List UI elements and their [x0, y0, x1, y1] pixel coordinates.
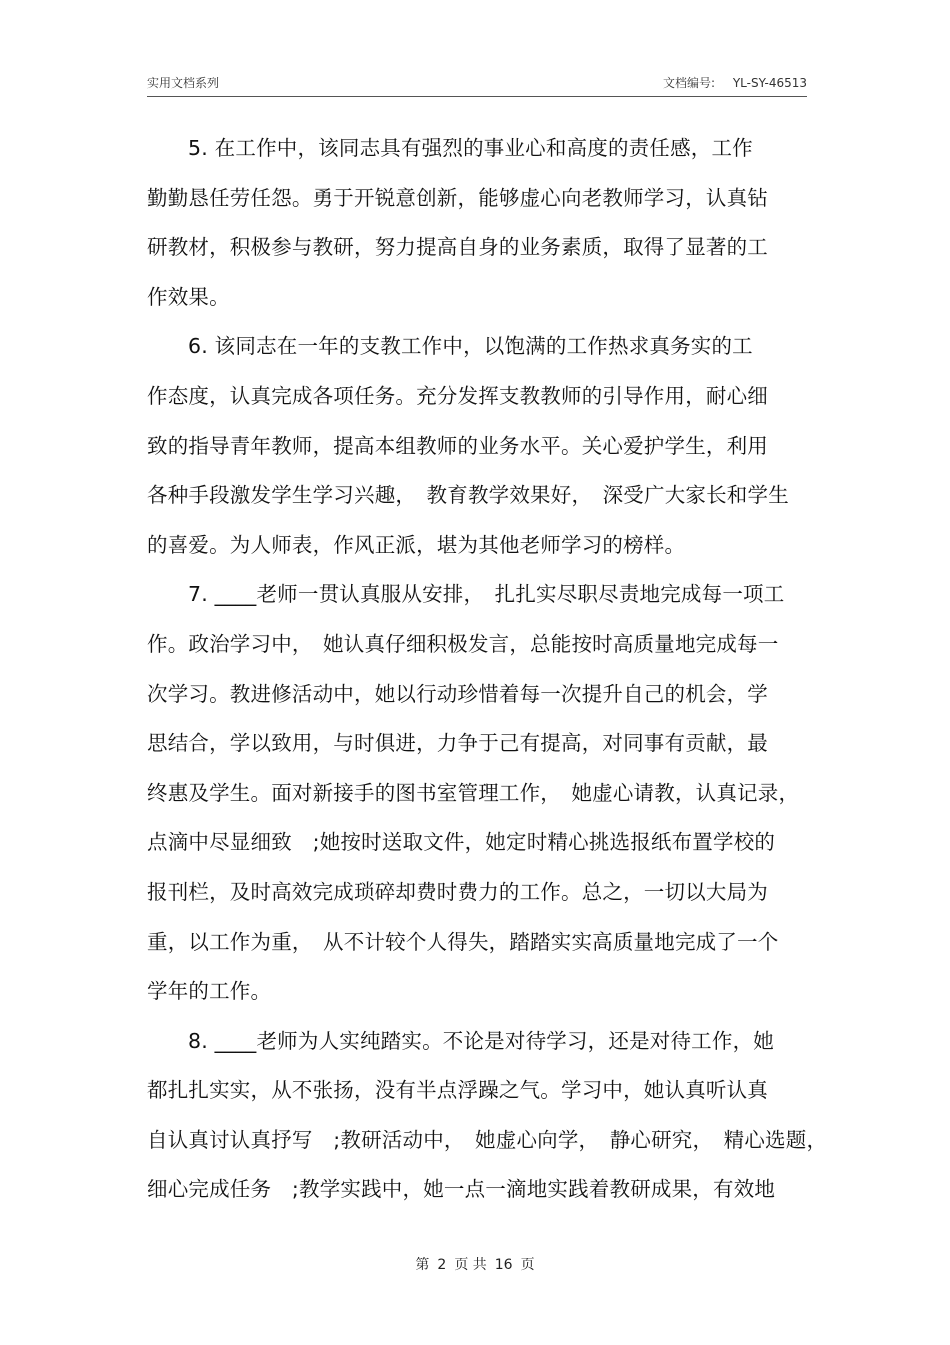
page-header [147, 74, 807, 96]
total-pages: 16 [494, 1257, 513, 1273]
text-line: 研教材，积极参与教研，努力提高自身的业务素质，取得了显著的工 [147, 235, 768, 260]
text-line: 7. ____老师一贯认真服从安排， 扎扎实尽职尽责地完成每一项工 [188, 582, 785, 607]
text-line: 终惠及学生。面对新接手的图书室管理工作， 她虚心请教，认真记录， [147, 780, 800, 805]
text-line: 作。政治学习中， 她认真仔细积极发言，总能按时高质量地完成每一 [147, 631, 779, 656]
footer-prefix: 第 [415, 1257, 430, 1273]
text-line: 6. 该同志在一年的支教工作中，以饱满的工作热求真务实的工 [188, 334, 753, 359]
text-line: 都扎扎实实，从不张扬，没有半点浮躁之气。学习中，她认真听认真 [147, 1078, 768, 1103]
text-line: 次学习。教进修活动中，她以行动珍惜着每一次提升自己的机会，学 [147, 681, 768, 706]
text-line: 作效果。 [147, 284, 230, 309]
text-line: 勤勤恳任劳任怨。勇于开锐意创新，能够虚心向老教师学习，认真钻 [147, 185, 768, 210]
page-footer [0, 1254, 950, 1274]
page-number: 2 [437, 1257, 447, 1273]
doc-number-label: 文档编号: [662, 76, 715, 90]
footer-suffix: 页 [520, 1257, 535, 1273]
text-line: 细心完成任务 ;教学实践中，她一点一滴地实践着教研成果，有效地 [147, 1177, 776, 1202]
doc-number [663, 74, 807, 91]
text-line: 点滴中尽显细致 ;她按时送取文件，她定时精心挑选报纸布置学校的 [147, 830, 776, 855]
text-line: 各种手段激发学生学习兴趣， 教育教学效果好， 深受广大家长和学生 [147, 483, 789, 508]
document-body [147, 124, 828, 1215]
text-line: 8. ____老师为人实纯踏实。不论是对待学习，还是对待工作，她 [188, 1028, 774, 1053]
text-line: 致的指导青年教师，提高本组教师的业务水平。关心爱护学生，利用 [147, 433, 768, 458]
header-divider [147, 96, 807, 97]
text-line: 作态度，认真完成各项任务。充分发挥支教教师的引导作用，耐心细 [147, 383, 768, 408]
series-label: 实用文档系列 [147, 76, 220, 90]
text-line: 学年的工作。 [147, 979, 272, 1004]
text-line: 的喜爱。为人师表，作风正派，堪为其他老师学习的榜样。 [147, 532, 686, 557]
text-line: 5. 在工作中，该同志具有强烈的事业心和高度的责任感，工作 [188, 136, 753, 160]
text-line: 报刊栏，及时高效完成琐碎却费时费力的工作。总之，一切以大局为 [147, 879, 768, 904]
text-line: 自认真讨认真抒写 ;教研活动中， 她虚心向学， 静心研究， 精心选题， [147, 1127, 828, 1152]
doc-number-value: YL-SY-46513 [732, 76, 807, 90]
text-line: 重，以工作为重， 从不计较个人得失，踏踏实实高质量地完成了一个 [147, 929, 779, 954]
text-line: 思结合，学以致用，与时俱进，力争于己有提高，对同事有贡献，最 [147, 731, 768, 756]
footer-mid: 页 共 [454, 1257, 487, 1273]
